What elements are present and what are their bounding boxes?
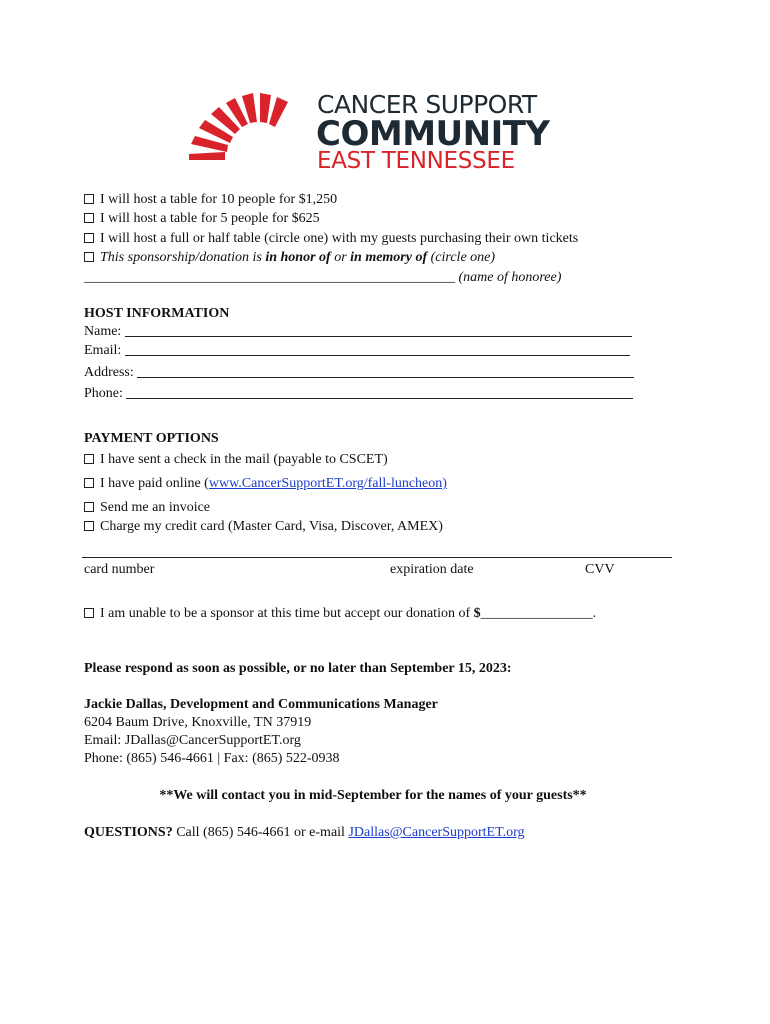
contact-phone: Phone: (865) 546-4661 | Fax: (865) 522-0938 xyxy=(84,751,340,766)
logo-line-community: COMMUNITY xyxy=(316,114,550,154)
payment-heading: PAYMENT OPTIONS xyxy=(84,431,219,446)
contact-email: Email: JDallas@CancerSupportET.org xyxy=(84,733,301,748)
payment-online[interactable] xyxy=(84,476,447,492)
payment-credit-label: Charge my credit card (Master Card, Visa, Discover, AMEX) xyxy=(100,519,443,534)
payment-invoice-label: Send me an invoice xyxy=(100,500,211,515)
payment-check-label: I have sent a check in the mail (payable to CSCET) xyxy=(100,452,388,467)
honoree-label: (name of honoree) xyxy=(455,270,562,285)
checkbox[interactable] xyxy=(84,454,94,464)
host-heading: HOST INFORMATION xyxy=(84,306,230,321)
checkbox[interactable] xyxy=(84,502,94,512)
guest-names-notice: **We will contact you in mid-September for the names of your guests** xyxy=(159,788,587,803)
checkbox[interactable] xyxy=(84,233,94,243)
questions-text: Call (865) 546-4661 or e-mail xyxy=(172,825,349,840)
logo-line-cancer-support: CANCER SUPPORT xyxy=(317,90,537,119)
option-table-5[interactable] xyxy=(84,211,320,227)
unable-period: . xyxy=(592,606,597,621)
luncheon-link[interactable]: www.CancerSupportET.org/fall-luncheon) xyxy=(208,476,447,491)
honor-or: or xyxy=(330,250,351,265)
honoree-row xyxy=(84,270,561,286)
in-memory-option[interactable]: in memory of xyxy=(350,250,428,265)
logo-line-east-tennessee: EAST TENNESSEE xyxy=(317,148,515,174)
option-label: I will host a full or half table (circle one) with my guests purchasing their own tickets xyxy=(100,231,579,246)
option-label: I will host a table for 10 people for $1,250 xyxy=(100,192,338,207)
expiration-label: expiration date xyxy=(390,562,474,577)
email-label: Email: xyxy=(84,343,122,358)
email-field[interactable] xyxy=(125,343,630,356)
in-honor-option[interactable]: in honor of xyxy=(265,250,331,265)
sunburst-icon xyxy=(185,92,313,166)
logo xyxy=(185,90,555,172)
phone-field[interactable] xyxy=(126,386,633,399)
contact-email-link[interactable]: JDallas@CancerSupportET.org xyxy=(348,825,525,840)
checkbox[interactable] xyxy=(84,478,94,488)
cvv-label: CVV xyxy=(585,562,615,577)
option-table-10[interactable] xyxy=(84,192,337,208)
donation-amount-field[interactable]: ________________ xyxy=(480,606,593,621)
checkbox[interactable] xyxy=(84,521,94,531)
honor-suffix: (circle one) xyxy=(427,250,496,265)
option-honor-memory[interactable] xyxy=(84,250,495,266)
respond-deadline: Please respond as soon as possible, or no later than September 15, 2023: xyxy=(84,661,512,676)
checkbox[interactable] xyxy=(84,608,94,618)
option-label: I will host a table for 5 people for $625 xyxy=(100,211,320,226)
host-phone-row xyxy=(84,386,633,402)
contact-address: 6204 Baum Drive, Knoxville, TN 37919 xyxy=(84,715,312,730)
honor-prefix: This sponsorship/donation is xyxy=(100,250,266,265)
payment-credit[interactable] xyxy=(84,519,443,535)
host-address-row xyxy=(84,365,634,381)
questions-row xyxy=(84,825,525,841)
payment-online-label: I have paid online ( xyxy=(100,476,209,491)
phone-label: Phone: xyxy=(84,386,123,401)
card-number-label: card number xyxy=(84,562,155,577)
host-email-row xyxy=(84,343,630,359)
dollar-sign: $ xyxy=(473,606,481,621)
option-unable-donate[interactable] xyxy=(84,606,596,622)
name-field[interactable] xyxy=(125,324,632,337)
contact-name: Jackie Dallas, Development and Communications Manager xyxy=(84,697,438,712)
questions-label: QUESTIONS? xyxy=(84,825,173,840)
honoree-field[interactable]: _____________________________________________________ xyxy=(84,270,455,285)
payment-invoice[interactable] xyxy=(84,500,210,516)
address-field[interactable] xyxy=(137,365,634,378)
checkbox[interactable] xyxy=(84,252,94,262)
card-details-field[interactable] xyxy=(82,557,672,558)
checkbox[interactable] xyxy=(84,213,94,223)
address-label: Address: xyxy=(84,365,134,380)
payment-check[interactable] xyxy=(84,452,388,468)
checkbox[interactable] xyxy=(84,194,94,204)
unable-text: I am unable to be a sponsor at this time but accept our donation of xyxy=(100,606,474,621)
name-label: Name: xyxy=(84,324,122,339)
host-name-row xyxy=(84,324,632,340)
option-full-half-table[interactable] xyxy=(84,231,578,247)
